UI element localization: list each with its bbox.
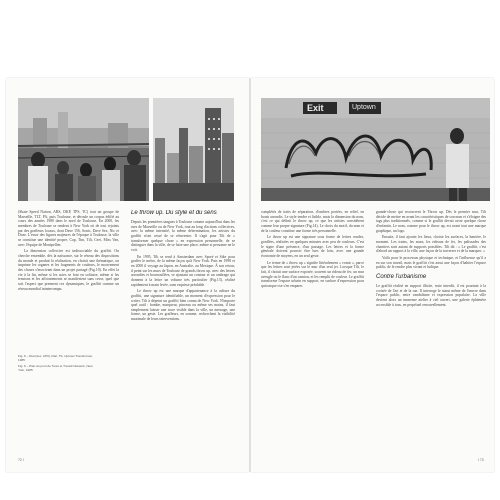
paragraph: Le throw up est une marque d'appartenance à la culture du graffiti, une signature identifiable, un moment d'expression pour le writer. Tilt à dépeint un graffiti bien connu de New York. N'importe quel outil : bombe, marqueur, pinceau ou même ses mains, il faut simplement laisser une trace visible dans la ville, un message, une forme, un geste. Les graffeurs, en somme, recherchent la visibilité maximale de leurs interventions.: [131, 289, 235, 322]
paragraph: (Skate Speed Nation, ABS, DKP, TPS, TC) tout un groupe de Marseille, TLT, PA, puis Toulouse, et déroule un corpus édifié au cours des années 1980 dans le nord de Toulouse. En 2000, les membres de Toulouse se rendent à New York où de tout rejoints par des graffeurs locaux, dont Dave 156, Sonic, Dave Sex, Nic et Doze. L'essor des figures majeures de l'époque à Toulouse, la ville se constitue une identité propre, Cap, Tim, Tilt, Ceet, Miss Van, avec l'équipe de Montpellier.: [18, 210, 119, 247]
rooftop-crew-photo: [18, 98, 149, 201]
paragraph: Le throw up est une signature sous forme de lettres rondes, gonflées, réalisées en quelques minutes avec peu de couleurs. C'est le signe d'une présence, d'un passage. Les lettres et la forme générale doivent pouvoir être lues de loin, avec une grande économie de moyens, en un seul geste.: [261, 235, 364, 258]
skyline-photo: [153, 98, 234, 201]
subway-graffiti-photo: [261, 98, 490, 201]
section-heading: Le throw up. Du style et du sens: [131, 210, 217, 216]
paragraph: complétés de traits de séparation, d'ombres portées, en relief, en bouts arrondis. Le style tendre et lisible, mais la dimension du nom, c'est ce qui définit le throw up, ce que les artistes considèrent comme leur propre signature (Fig.14). Le choix du motif, du nom et de la couleur constitue une forme très personnelle.: [261, 210, 364, 233]
paragraph: La dimension collective est indissociable du graffiti. On cherche ensemble, dès la naissance, sur le réseau des dispositions du monde et produit la réalisation, en choisit une thématique, on imprime les organes et les fragments de couleurs, le mouvement des choses s'inscrivant dans un projet partagé (Fig.10). En effet la vie à la fin, même si les actes se font en solitaire, même si les tensions et les affrontements se manifestent sans cesse, quel que soit l'aspect que prennent ces dynamiques, le graffiti comme un réseau mondial ininterrompu.: [18, 249, 119, 291]
page-number-right: I 73: [478, 458, 484, 462]
paragraph: Le terme de « throw up » signifie littéralement « vomir », parce que les lettres sont jetées sur le mur d'un seul jet. Lorsque Tilt, le fait, il choisit une surface exposée, souvent un rideau de fer, un mur aveugle ou le flanc d'un camion, et les remplit de couleur. Le graffiti transforme l'espace urbain en support, en surface d'expression pour quiconque ose s'en emparer.: [261, 260, 364, 288]
paragraph: Voilà pour le processus physique et technique, et l'influence qu'il a eu sur son travail, mais le graffiti c'est aussi une façon d'habiter l'espace public, de le rendre plus vivant et ludique.: [376, 255, 486, 270]
photo-caption: Fig. 6 – Dial (doc. APII), Dial, TS, Uptown Transformer, 1985: [18, 354, 93, 363]
exit-sign-text: Exit: [307, 103, 324, 113]
text-column-2: [131, 210, 235, 460]
page-number-left: 72 I: [18, 458, 24, 462]
text-column-3: [261, 210, 364, 460]
paragraph: Depuis les premières tangues à Toulouse comme aujourd'hui dans les rues de Marseille ou de New York, tout au long d'actions collectives, avec la même intensité, la même détermination, les artistes du graffiti n'ont cessé de se réinventer. Il s'agit pour Tilt de « transformer quelque chose » en expression personnelle, de se distinguer dans la ville, de se faire une place, même si personne ne le voit.: [131, 220, 235, 252]
text-column-1: [18, 210, 119, 348]
paragraph: Le graffiti réalisé en support illicite, reste interdit, il est pourtant à la croisée de l'art et de la rue. Il interroge le statut même de l'œuvre dans l'espace public, entre vandalisme et expression populaire. La ville devient alors un immense atelier à ciel ouvert, une galerie éphémère accessible à tous, en perpétuel renouvellement.: [376, 283, 486, 307]
uptown-sign-text: Uptown: [352, 104, 376, 111]
text-column-4: [376, 210, 486, 460]
paragraph: grande-chose qui recouvrent le Throw up. Dès le premier mur, Tilt décide de mettre en avant les caractéristiques de son nom et s'éloigne des tags plus traditionnels, comme si le graffiti devait avoir quelque chose d'enfantin. Le nom, comme pour le throw up, est avant tout une marque graphique, un logo.: [376, 210, 486, 233]
paragraph: Ensuite, il faut ajouter les lieux, choisir les surfaces, la lumière, le moment. Les trains, les murs, les rideaux de fer, les palissades des chantiers sont autant de supports possibles. Tilt dit : « Le graffiti, c'est d'abord un rapport à la ville, une façon de la traverser et de la marquer. »: [376, 235, 486, 254]
photo-caption: Fig. 6 – Plan du pont de Tuiss et Transit Network, New York, 1985: [18, 364, 93, 373]
paragraph: En 1995, Tilt se rend à Amsterdam avec Sporé et Sike pour graffer le métro, de la même façon qu'à New York. Puis en 1998 et en 2000 il voyage au Japon, en Australie, au Mexique. À son retour, il peint sur les murs de Toulouse de grands throw up, avec des lettres arrondies et boursouflées, se ajoutant un contour et un ombrage qui donnent à la lettre un volume très particulier (Fig.13), réalisé rapidement à main levée, sans esquisse préalable.: [131, 254, 235, 287]
section-heading: Contre l'urbanisme: [376, 273, 427, 280]
